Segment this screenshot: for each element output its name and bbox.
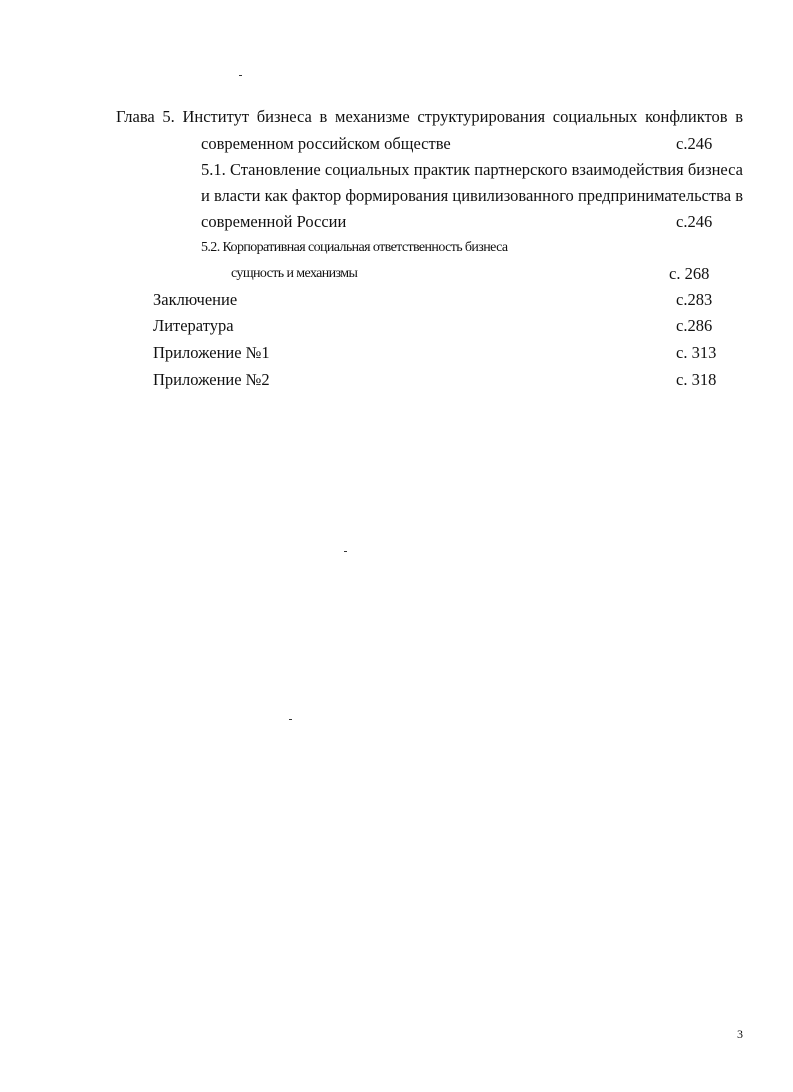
page-number: 3 <box>737 1027 743 1041</box>
toc-section5-2-line1: 5.2. Корпоративная социальная ответственность бизнеса <box>201 240 508 255</box>
scan-speck <box>239 75 242 76</box>
toc-chapter5-line2: современном российском обществе <box>201 134 451 153</box>
toc-chapter5-page: с.246 <box>676 134 713 153</box>
toc-literature-page: с.286 <box>676 316 713 335</box>
toc-section5-1-page: с.246 <box>676 212 713 231</box>
scan-speck <box>344 551 347 552</box>
toc-section5-1-line3: современной России <box>201 212 347 231</box>
toc-appendix1-page: с. 313 <box>676 343 717 362</box>
toc-section5-2-line2: сущность и механизмы <box>231 266 358 281</box>
toc-appendix1-label: Приложение №1 <box>153 343 270 362</box>
toc-chapter5-line1: Глава 5. Институт бизнеса в механизме структурирования социальных конфликтов в <box>116 107 743 126</box>
toc-section5-2-page: с. 268 <box>669 264 710 283</box>
toc-appendix2-label: Приложение №2 <box>153 370 270 389</box>
toc-conclusion-label: Заключение <box>153 290 238 309</box>
toc-section5-1-line2: и власти как фактор формирования цивилизованного предпринимательства в <box>201 186 743 205</box>
toc-literature-label: Литература <box>153 316 234 335</box>
toc-appendix2-page: с. 318 <box>676 370 717 389</box>
scan-speck <box>289 719 292 720</box>
toc-conclusion-page: с.283 <box>676 290 713 309</box>
toc-section5-1-line1: 5.1. Становление социальных практик партнерского взаимодействия бизнеса <box>201 160 743 179</box>
